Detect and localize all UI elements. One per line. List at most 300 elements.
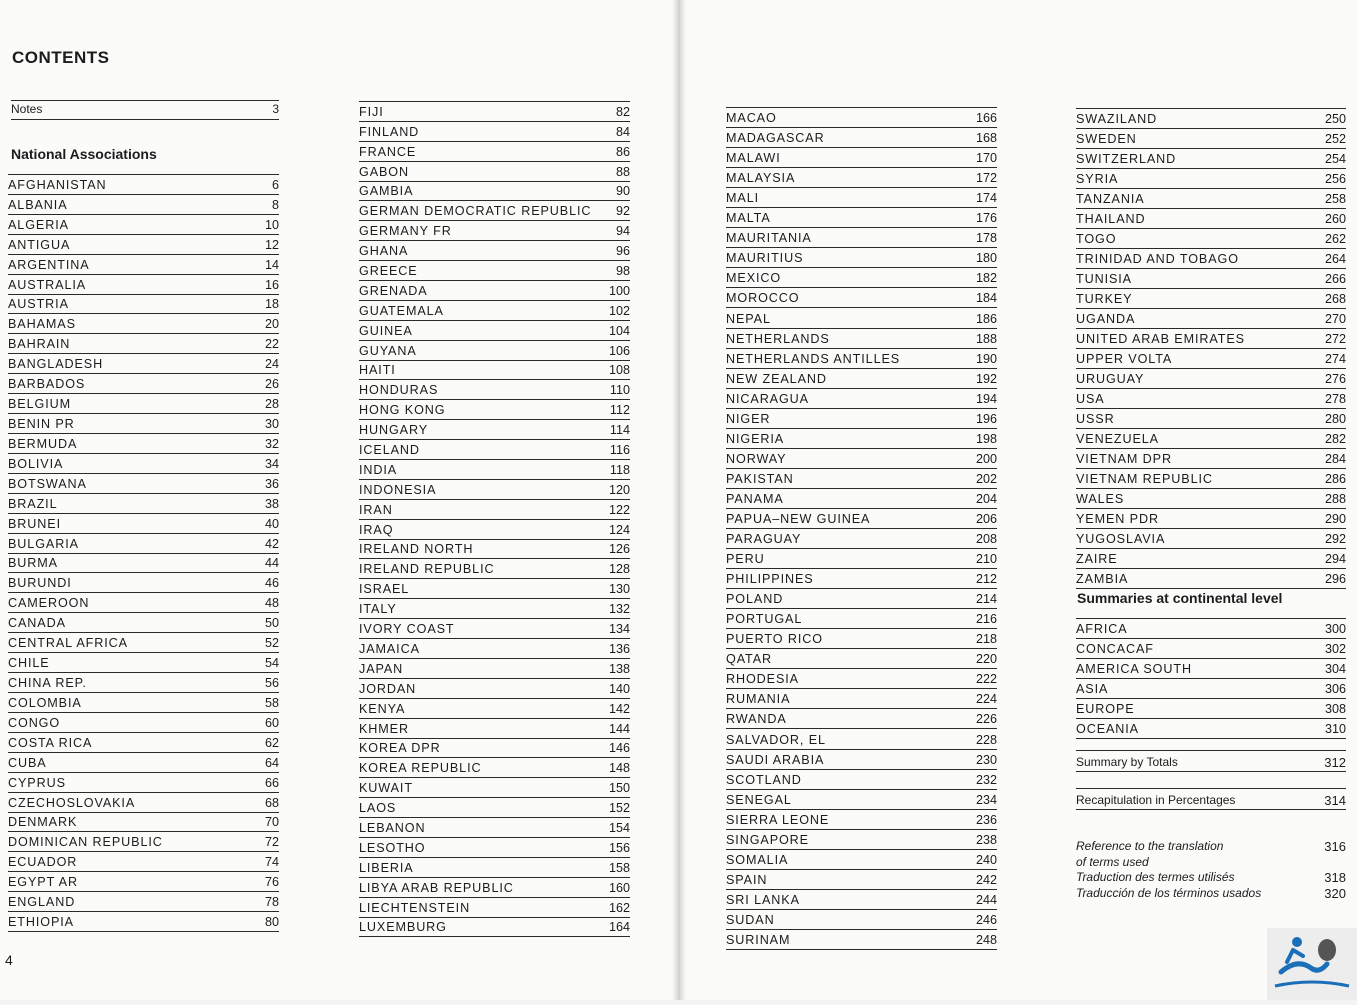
toc-entry bbox=[1076, 469, 1346, 489]
entry-page: 126 bbox=[608, 542, 630, 557]
entry-name: ISRAEL bbox=[359, 582, 410, 597]
recap-page: 314 bbox=[1324, 793, 1346, 808]
translation-text-4: Traducción de los términos usados bbox=[1076, 885, 1262, 900]
entry-name: HAITI bbox=[359, 363, 396, 378]
entry-name: USA bbox=[1076, 392, 1105, 407]
entry-name: LEBANON bbox=[359, 820, 426, 835]
toc-entry bbox=[359, 142, 630, 162]
entry-page: 46 bbox=[264, 576, 279, 591]
toc-entry bbox=[359, 420, 630, 440]
entry-name: RHODESIA bbox=[726, 672, 799, 687]
toc-entry bbox=[8, 334, 279, 354]
entry-page: 78 bbox=[264, 895, 279, 910]
entry-name: ECUADOR bbox=[8, 855, 78, 870]
entry-name: BRAZIL bbox=[8, 496, 58, 511]
entry-page: 248 bbox=[975, 932, 997, 947]
entry-page: 22 bbox=[264, 337, 279, 352]
toc-entry bbox=[8, 314, 279, 334]
toc-entry bbox=[8, 593, 279, 613]
entry-page: 58 bbox=[264, 695, 279, 710]
entry-page: 146 bbox=[608, 741, 630, 756]
entry-page: 202 bbox=[975, 471, 997, 486]
entry-page: 222 bbox=[975, 672, 997, 687]
translation-line-4 bbox=[1076, 886, 1346, 902]
translation-page-4: 320 bbox=[1324, 885, 1346, 901]
translation-line-1 bbox=[1076, 839, 1346, 855]
entry-page: 124 bbox=[608, 522, 630, 537]
entry-name: BAHAMAS bbox=[8, 317, 76, 332]
toc-entry bbox=[726, 308, 997, 328]
entry-name: GREECE bbox=[359, 264, 418, 279]
entry-page: 266 bbox=[1324, 272, 1346, 287]
entry-page: 116 bbox=[609, 443, 630, 458]
entry-name: BURUNDI bbox=[8, 576, 72, 591]
toc-entry bbox=[1076, 719, 1346, 739]
entry-page: 66 bbox=[264, 775, 279, 790]
entry-name: PHILIPPINES bbox=[726, 572, 814, 587]
toc-entry bbox=[726, 529, 997, 549]
entry-name: CONCACAF bbox=[1076, 642, 1154, 656]
entry-page: 204 bbox=[975, 491, 997, 506]
entry-page: 288 bbox=[1324, 492, 1346, 507]
entry-name: DOMINICAN REPUBLIC bbox=[8, 835, 163, 850]
page-title: CONTENTS bbox=[12, 48, 110, 67]
toc-entry bbox=[8, 713, 279, 733]
entry-page: 278 bbox=[1324, 392, 1346, 407]
entry-page: 80 bbox=[264, 915, 279, 930]
entry-page: 62 bbox=[264, 735, 279, 750]
entry-name: TOGO bbox=[1076, 232, 1117, 247]
toc-entry bbox=[1076, 529, 1346, 549]
entry-name: PAKISTAN bbox=[726, 471, 794, 486]
toc-entry bbox=[726, 589, 997, 609]
entry-page: 270 bbox=[1324, 312, 1346, 327]
entry-name: CZECHOSLOVAKIA bbox=[8, 795, 136, 810]
entry-name: AUSTRALIA bbox=[8, 277, 87, 292]
entry-page: 258 bbox=[1324, 192, 1346, 207]
toc-entry bbox=[726, 669, 997, 689]
toc-entry bbox=[1076, 369, 1346, 389]
entry-name: SURINAM bbox=[726, 932, 791, 947]
entry-name: NEW ZEALAND bbox=[726, 371, 827, 386]
entry-name: JAMAICA bbox=[359, 641, 420, 656]
toc-entry bbox=[359, 719, 630, 739]
entry-name: NICARAGUA bbox=[726, 391, 809, 406]
entry-page: 110 bbox=[609, 383, 630, 398]
entry-page: 16 bbox=[264, 277, 279, 292]
recap-label: Recapitulation in Percentages bbox=[1076, 793, 1236, 807]
toc-entry bbox=[8, 454, 279, 474]
entry-page: 200 bbox=[975, 451, 997, 466]
entry-page: 134 bbox=[608, 622, 630, 637]
entry-name: OCEANIA bbox=[1076, 722, 1139, 736]
toc-entry bbox=[726, 469, 997, 489]
entry-page: 100 bbox=[608, 283, 630, 298]
toc-entry bbox=[359, 361, 630, 381]
toc-entry bbox=[8, 255, 279, 275]
toc-entry bbox=[359, 460, 630, 480]
entry-name: MALTA bbox=[726, 211, 771, 226]
translation-page-3: 318 bbox=[1324, 870, 1346, 885]
toc-entry bbox=[8, 474, 279, 494]
entry-page: 48 bbox=[264, 596, 279, 611]
toc-entry bbox=[726, 409, 997, 429]
entry-name: CHINA REP. bbox=[8, 675, 87, 690]
entry-page: 276 bbox=[1324, 372, 1346, 387]
entry-page: 74 bbox=[264, 855, 279, 870]
entry-page: 148 bbox=[608, 761, 630, 776]
entry-page: 254 bbox=[1324, 152, 1346, 167]
entry-name: AUSTRIA bbox=[8, 297, 69, 312]
entry-page: 302 bbox=[1324, 642, 1346, 656]
entry-name: GERMANY FR bbox=[359, 224, 452, 239]
entry-page: 170 bbox=[975, 151, 997, 166]
toc-entry bbox=[726, 288, 997, 308]
toc-entry bbox=[1076, 349, 1346, 369]
toc-entry bbox=[8, 554, 279, 574]
toc-entry bbox=[726, 910, 997, 930]
entry-name: NIGER bbox=[726, 411, 771, 426]
entry-name: BOLIVIA bbox=[8, 456, 64, 471]
entry-name: MACAO bbox=[726, 111, 777, 126]
entry-page: 88 bbox=[615, 164, 630, 179]
entry-name: ASIA bbox=[1076, 682, 1109, 696]
notes-entry bbox=[11, 100, 279, 120]
entry-name: ZAMBIA bbox=[1076, 572, 1129, 587]
entry-page: 252 bbox=[1324, 132, 1346, 147]
entry-page: 234 bbox=[975, 792, 997, 807]
entry-page: 284 bbox=[1324, 452, 1346, 467]
toc-entry bbox=[8, 354, 279, 374]
entry-name: TANZANIA bbox=[1076, 192, 1145, 207]
toc-entry bbox=[359, 241, 630, 261]
toc-entry bbox=[359, 878, 630, 898]
entry-name: BRUNEI bbox=[8, 516, 61, 531]
toc-entry bbox=[1076, 289, 1346, 309]
entry-name: ITALY bbox=[359, 602, 397, 617]
entry-page: 160 bbox=[608, 880, 630, 895]
entry-page: 84 bbox=[615, 124, 630, 139]
entry-name: MOROCCO bbox=[726, 291, 800, 306]
toc-entry bbox=[359, 500, 630, 520]
entry-name: QATAR bbox=[726, 652, 773, 667]
entry-page: 138 bbox=[608, 661, 630, 676]
entry-page: 130 bbox=[608, 582, 630, 597]
toc-entry bbox=[726, 569, 997, 589]
toc-entry bbox=[726, 850, 997, 870]
entry-page: 194 bbox=[975, 391, 997, 406]
toc-entry bbox=[359, 281, 630, 301]
entry-name: TUNISIA bbox=[1076, 272, 1132, 287]
entry-page: 264 bbox=[1324, 252, 1346, 267]
toc-entry bbox=[1076, 169, 1346, 189]
toc-entry bbox=[1076, 309, 1346, 329]
recap-entry bbox=[1076, 788, 1346, 810]
entry-name: DENMARK bbox=[8, 815, 78, 830]
entry-name: FIJI bbox=[359, 104, 384, 119]
entry-name: BAHRAIN bbox=[8, 337, 71, 352]
entry-page: 178 bbox=[975, 231, 997, 246]
entry-name: SWEDEN bbox=[1076, 132, 1137, 147]
toc-entry bbox=[1076, 249, 1346, 269]
toc-entry bbox=[359, 639, 630, 659]
entry-name: CHILE bbox=[8, 656, 50, 671]
toc-entry bbox=[1076, 129, 1346, 149]
entry-page: 190 bbox=[975, 351, 997, 366]
entry-page: 56 bbox=[264, 675, 279, 690]
entry-page: 310 bbox=[1324, 722, 1346, 736]
entry-page: 224 bbox=[975, 692, 997, 707]
entry-page: 300 bbox=[1324, 622, 1346, 636]
book-gutter bbox=[672, 0, 686, 1000]
translation-text-1: Reference to the translation bbox=[1076, 839, 1224, 853]
toc-entry bbox=[726, 770, 997, 790]
toc-entry bbox=[359, 520, 630, 540]
toc-entry bbox=[8, 773, 279, 793]
entry-page: 296 bbox=[1324, 572, 1346, 587]
contents-column-3 bbox=[726, 107, 997, 950]
toc-entry bbox=[726, 429, 997, 449]
toc-entry bbox=[8, 414, 279, 434]
toc-entry bbox=[726, 930, 997, 950]
toc-entry bbox=[8, 434, 279, 454]
entry-page: 54 bbox=[264, 656, 279, 671]
toc-entry bbox=[359, 679, 630, 699]
toc-entry bbox=[726, 649, 997, 669]
entry-name: PARAGUAY bbox=[726, 532, 802, 547]
toc-entry bbox=[726, 709, 997, 729]
entry-name: WALES bbox=[1076, 492, 1125, 507]
entry-page: 210 bbox=[975, 552, 997, 567]
entry-name: AMERICA SOUTH bbox=[1076, 662, 1192, 676]
entry-page: 172 bbox=[975, 171, 997, 186]
toc-entry bbox=[726, 890, 997, 910]
toc-entry bbox=[8, 653, 279, 673]
entry-name: MALAYSIA bbox=[726, 171, 796, 186]
toc-entry bbox=[359, 301, 630, 321]
entry-name: FINLAND bbox=[359, 124, 420, 139]
entry-name: URUGUAY bbox=[1076, 372, 1145, 387]
entry-name: KOREA DPR bbox=[359, 741, 441, 756]
entry-page: 28 bbox=[264, 397, 279, 412]
entry-page: 208 bbox=[975, 532, 997, 547]
toc-entry bbox=[726, 268, 997, 288]
entry-name: SWITZERLAND bbox=[1076, 152, 1177, 167]
entry-name: NETHERLANDS bbox=[726, 331, 830, 346]
entry-name: THAILAND bbox=[1076, 212, 1146, 227]
toc-entry bbox=[1076, 189, 1346, 209]
continental-column bbox=[1076, 618, 1346, 739]
entry-page: 20 bbox=[264, 317, 279, 332]
toc-entry bbox=[359, 579, 630, 599]
entry-name: RUMANIA bbox=[726, 692, 791, 707]
entry-page: 128 bbox=[608, 562, 630, 577]
toc-entry bbox=[359, 201, 630, 221]
entry-name: GUYANA bbox=[359, 343, 417, 358]
entry-page: 238 bbox=[975, 832, 997, 847]
entry-name: LIBYA ARAB REPUBLIC bbox=[359, 880, 514, 895]
toc-entry bbox=[8, 852, 279, 872]
toc-entry bbox=[726, 208, 997, 228]
toc-entry bbox=[359, 122, 630, 142]
toc-entry bbox=[359, 540, 630, 560]
entry-page: 244 bbox=[975, 892, 997, 907]
entry-name: LIECHTENSTEIN bbox=[359, 900, 471, 915]
entry-page: 82 bbox=[615, 104, 630, 119]
entry-page: 168 bbox=[975, 131, 997, 146]
toc-entry bbox=[726, 489, 997, 509]
toc-entry bbox=[726, 509, 997, 529]
toc-entry bbox=[726, 108, 997, 128]
entry-name: BENIN PR bbox=[8, 416, 75, 431]
translation-line-3 bbox=[1076, 870, 1346, 886]
toc-entry bbox=[726, 449, 997, 469]
entry-page: 166 bbox=[975, 111, 997, 126]
entry-page: 18 bbox=[264, 297, 279, 312]
entry-page: 60 bbox=[264, 715, 279, 730]
contents-column-4 bbox=[1076, 108, 1346, 589]
entry-page: 176 bbox=[975, 211, 997, 226]
entry-page: 70 bbox=[264, 815, 279, 830]
entry-page: 38 bbox=[264, 496, 279, 511]
entry-page: 186 bbox=[975, 311, 997, 326]
toc-entry bbox=[1076, 509, 1346, 529]
entry-name: EGYPT AR bbox=[8, 875, 78, 890]
entry-name: BELGIUM bbox=[8, 397, 71, 412]
toc-entry bbox=[726, 729, 997, 749]
entry-name: GRENADA bbox=[359, 283, 428, 298]
entry-name: YUGOSLAVIA bbox=[1076, 532, 1166, 547]
entry-page: 68 bbox=[264, 795, 279, 810]
entry-name: BURMA bbox=[8, 556, 58, 571]
toc-entry bbox=[359, 918, 630, 938]
entry-name: PORTUGAL bbox=[726, 612, 803, 627]
toc-entry bbox=[726, 750, 997, 770]
entry-name: INDONESIA bbox=[359, 482, 437, 497]
entry-page: 108 bbox=[608, 363, 630, 378]
toc-entry bbox=[726, 830, 997, 850]
entry-page: 294 bbox=[1324, 552, 1346, 567]
entry-name: JAPAN bbox=[359, 661, 404, 676]
toc-entry bbox=[8, 832, 279, 852]
entry-page: 136 bbox=[608, 641, 630, 656]
entry-name: TURKEY bbox=[1076, 292, 1133, 307]
toc-entry bbox=[726, 168, 997, 188]
entry-name: CONGO bbox=[8, 715, 61, 730]
entry-name: KENYA bbox=[359, 701, 406, 716]
entry-page: 206 bbox=[975, 511, 997, 526]
entry-page: 118 bbox=[609, 462, 630, 477]
summary-totals-label: Summary by Totals bbox=[1076, 755, 1178, 769]
entry-page: 98 bbox=[615, 264, 630, 279]
entry-name: GUATEMALA bbox=[359, 303, 444, 318]
toc-entry bbox=[726, 148, 997, 168]
entry-page: 152 bbox=[608, 801, 630, 816]
entry-page: 90 bbox=[615, 184, 630, 199]
entry-name: KHMER bbox=[359, 721, 409, 736]
entry-page: 308 bbox=[1324, 702, 1346, 716]
entry-page: 112 bbox=[609, 403, 630, 418]
toc-entry bbox=[359, 559, 630, 579]
entry-page: 92 bbox=[615, 204, 630, 219]
entry-page: 12 bbox=[264, 237, 279, 252]
coubertin-logo bbox=[1267, 928, 1357, 1000]
translation-line-2 bbox=[1076, 855, 1346, 871]
notes-label: Notes bbox=[11, 102, 43, 116]
toc-entry bbox=[8, 613, 279, 633]
entry-page: 30 bbox=[264, 416, 279, 431]
entry-page: 184 bbox=[975, 291, 997, 306]
toc-entry bbox=[8, 374, 279, 394]
toc-entry bbox=[359, 619, 630, 639]
toc-entry bbox=[8, 494, 279, 514]
entry-page: 24 bbox=[264, 357, 279, 372]
entry-name: ZAIRE bbox=[1076, 552, 1118, 567]
toc-entry bbox=[8, 912, 279, 932]
entry-page: 64 bbox=[264, 755, 279, 770]
toc-entry bbox=[1076, 329, 1346, 349]
entry-name: MADAGASCAR bbox=[726, 131, 825, 146]
entry-page: 50 bbox=[264, 616, 279, 631]
entry-page: 292 bbox=[1324, 532, 1346, 547]
entry-page: 174 bbox=[975, 191, 997, 206]
toc-entry bbox=[359, 400, 630, 420]
toc-entry bbox=[1076, 619, 1346, 639]
entry-name: MEXICO bbox=[726, 271, 782, 286]
entry-name: ETHIOPIA bbox=[8, 915, 74, 930]
toc-entry bbox=[1076, 229, 1346, 249]
entry-name: GUINEA bbox=[359, 323, 413, 338]
entry-name: ANTIGUA bbox=[8, 237, 71, 252]
entry-name: GHANA bbox=[359, 244, 409, 259]
toc-entry bbox=[1076, 699, 1346, 719]
entry-page: 272 bbox=[1324, 332, 1346, 347]
toc-entry bbox=[8, 892, 279, 912]
entry-page: 214 bbox=[975, 592, 997, 607]
toc-entry bbox=[359, 380, 630, 400]
entry-name: NETHERLANDS ANTILLES bbox=[726, 351, 901, 366]
entry-page: 154 bbox=[608, 820, 630, 835]
continental-heading: Summaries at continental level bbox=[1077, 590, 1283, 606]
entry-name: SINGAPORE bbox=[726, 832, 809, 847]
toc-entry bbox=[726, 329, 997, 349]
entry-page: 274 bbox=[1324, 352, 1346, 367]
entry-page: 114 bbox=[609, 423, 630, 438]
entry-page: 26 bbox=[264, 377, 279, 392]
entry-page: 158 bbox=[608, 860, 630, 875]
entry-page: 290 bbox=[1324, 512, 1346, 527]
toc-entry bbox=[726, 629, 997, 649]
entry-page: 10 bbox=[264, 217, 279, 232]
entry-name: SUDAN bbox=[726, 912, 775, 927]
entry-page: 242 bbox=[975, 872, 997, 887]
runner-logo-icon bbox=[1267, 928, 1357, 1000]
entry-name: SYRIA bbox=[1076, 172, 1119, 187]
toc-entry bbox=[359, 261, 630, 281]
toc-entry bbox=[359, 798, 630, 818]
entry-name: IVORY COAST bbox=[359, 622, 455, 637]
toc-entry bbox=[8, 872, 279, 892]
entry-page: 250 bbox=[1324, 112, 1346, 127]
entry-name: IRAQ bbox=[359, 522, 394, 537]
entry-name: IRELAND REPUBLIC bbox=[359, 562, 495, 577]
toc-entry bbox=[1076, 149, 1346, 169]
entry-name: KUWAIT bbox=[359, 781, 413, 796]
entry-name: YEMEN PDR bbox=[1076, 512, 1159, 527]
toc-entry bbox=[8, 633, 279, 653]
entry-page: 162 bbox=[608, 900, 630, 915]
entry-name: USSR bbox=[1076, 412, 1115, 427]
